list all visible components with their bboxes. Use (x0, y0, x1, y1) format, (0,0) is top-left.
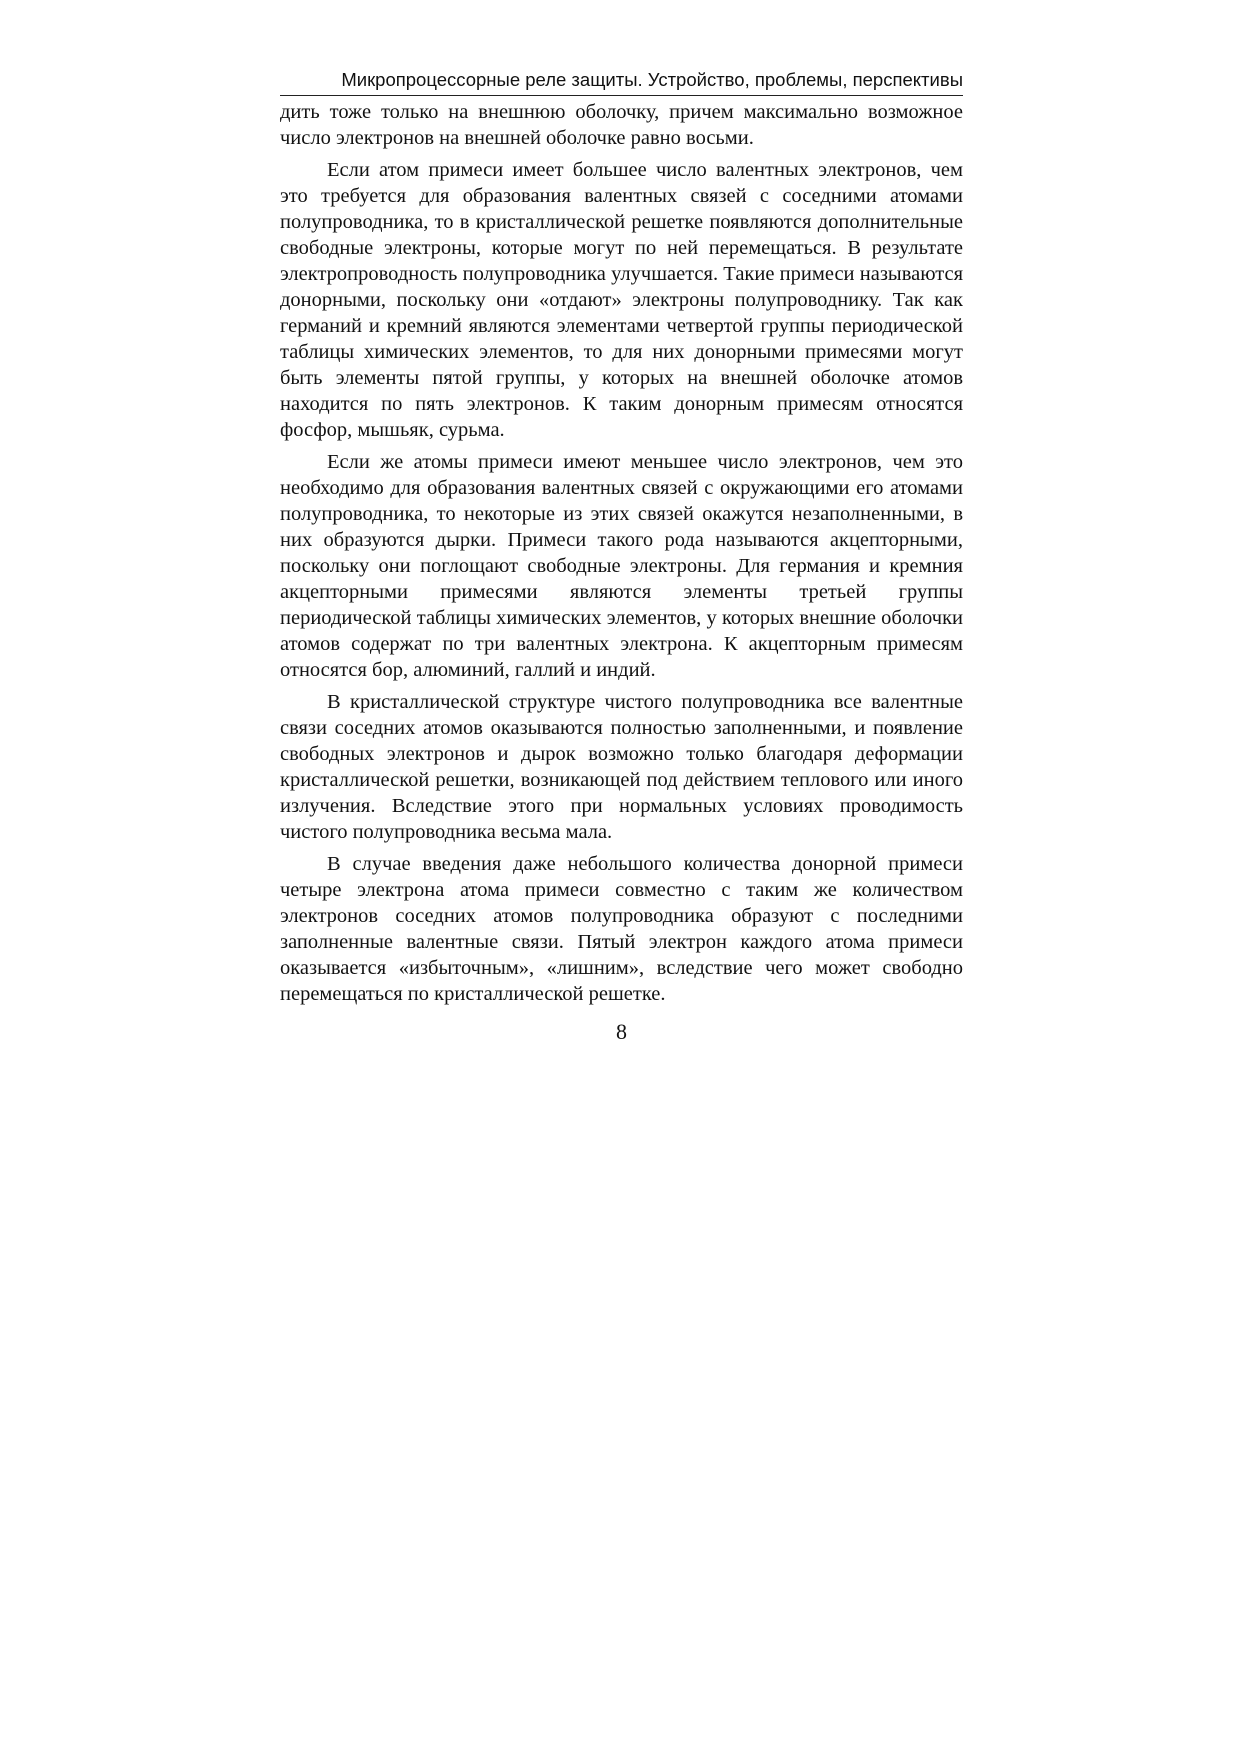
page-number: 8 (616, 1018, 627, 1044)
paragraph-pure-semiconductor: В кристаллической структуре чистого полупроводника все валентные связи соседних атомов оказываются полностью заполненными, и появление свободных электронов и дырок возможно только благодаря деформации кристаллической решетки, возникающей под действием теплового или иного излучения. Вследствие этого при нормальных условиях проводимость чистого полупроводника весьма мала. (280, 690, 963, 843)
running-header: Микропроцессорные реле защиты. Устройство, проблемы, перспективы (280, 60, 963, 96)
book-page (280, 60, 963, 1045)
paragraph-donor-impurities: Если атом примеси имеет большее число валентных электронов, чем это требуется для образования валентных связей с соседними атомами полупроводника, то в кристаллической решетке появляются дополнительные свободные электроны, которые могут по ней перемещаться. В результате электропроводность полупроводника улучшается. Такие примеси называются донорными, поскольку они «отдают» электроны полупроводнику. Так как германий и кремний являются элементами четвертой группы периодической таблицы химических элементов, то для них донорными примесями могут быть элементы пятой группы, у которых на внешней оболочке атомов находится по пять электронов. К таким донорным примесям относятся фосфор, мышьяк, сурьма. (280, 158, 963, 441)
paragraph-acceptor-impurities: Если же атомы примеси имеют меньшее число электронов, чем это необходимо для образования валентных связей с окружающими его атомами полупроводника, то некоторые из этих связей окажутся незаполненными, в них образуются дырки. Примеси такого рода называются акцепторными, поскольку они поглощают свободные электроны. Для германия и кремния акцепторными примесями являются элементы третьей группы периодической таблицы химических элементов, у которых внешние оболочки атомов содержат по три валентных электрона. К акцепторным примесям относятся бор, алюминий, галлий и индий. (280, 450, 963, 681)
body-text (280, 99, 963, 1007)
paragraph-donor-doping: В случае введения даже небольшого количества донорной примеси четыре электрона атома примеси совместно с таким же количеством электронов соседних атомов полупроводника образуют с последними заполненные валентные связи. Пятый электрон каждого атома примеси оказывается «избыточным», «лишним», вследствие чего может свободно перемещаться по кристаллической решетке. (280, 852, 963, 1005)
paragraph-continuation: дить тоже только на внешнюю оболочку, причем максимально возможное число электронов на внешней оболочке равно восьми. (280, 100, 963, 149)
